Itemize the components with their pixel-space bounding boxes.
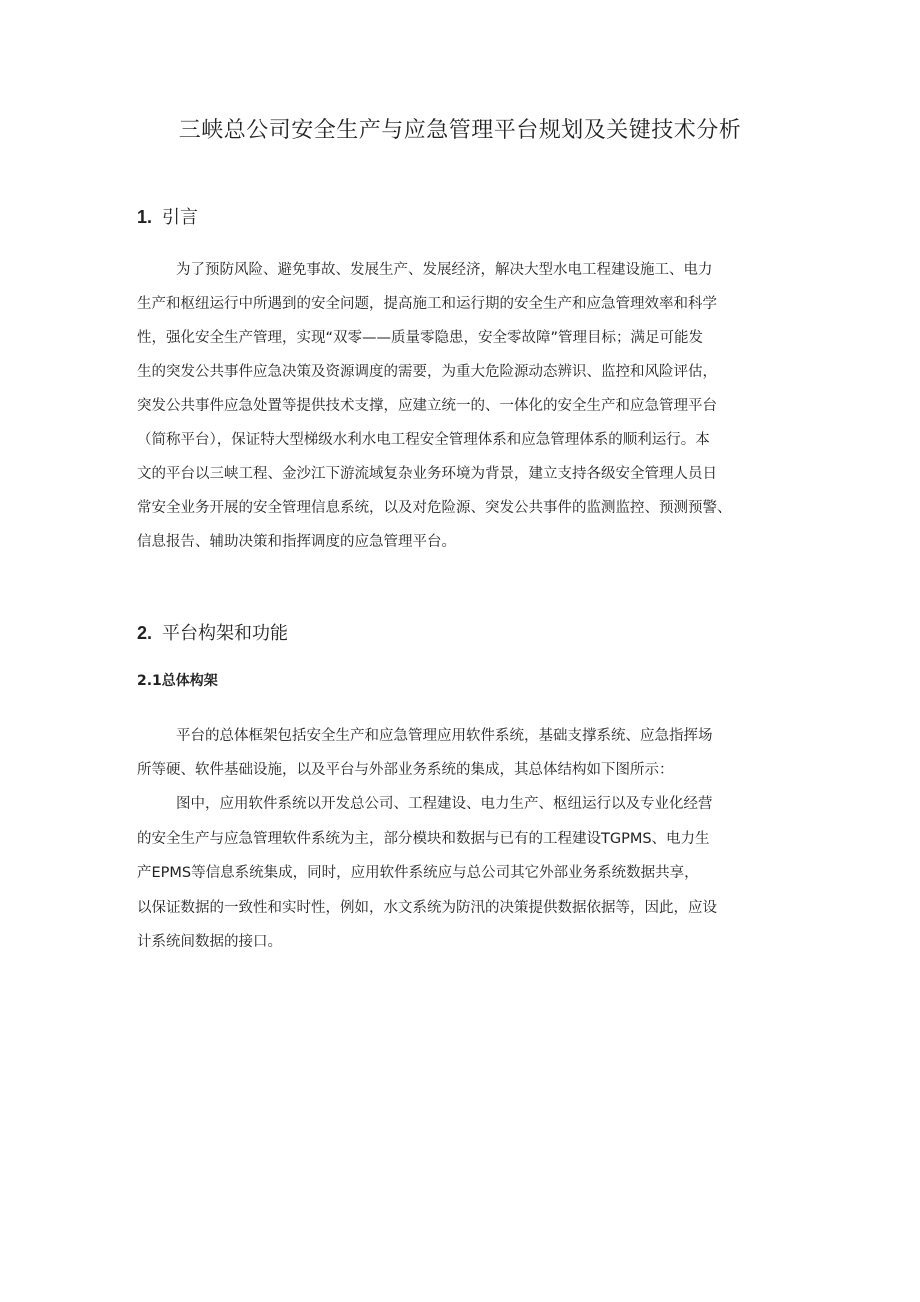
paragraph-line: 的安全生产与应急管理软件系统为主，部分模块和数据与已有的工程建设TGPMS、电力生: [137, 831, 710, 847]
section-2-title: 平台构架和功能: [162, 623, 289, 644]
paragraph-line: 生产和枢纽运行中所遇到的安全问题，提高施工和运行期的安全生产和应急管理效率和科学: [137, 296, 717, 312]
section-2-heading: [137, 619, 288, 645]
paragraph-line: 常安全业务开展的安全管理信息系统，以及对危险源、突发公共事件的监测监控、预测预警、: [137, 500, 732, 516]
section-2-number: 2.: [137, 623, 153, 643]
paragraph-line: 产EPMS等信息系统集成，同时，应用软件系统应与总公司其它外部业务系统数据共享，: [137, 865, 699, 881]
section-1-heading: [137, 203, 198, 229]
paragraph-line: 生的突发公共事件应急决策及资源调度的需要，为重大危险源动态辨识、监控和风险评估，: [137, 364, 717, 380]
section-1-title: 引言: [162, 207, 199, 228]
document-title: 三峡总公司安全生产与应急管理平台规划及关键技术分析: [178, 118, 742, 143]
paragraph-line: 性，强化安全生产管理，实现“双零——质量零隐患，安全零故障”管理目标；满足可能发: [137, 330, 704, 346]
subsection-2-1-heading: 2.1总体构架: [137, 673, 218, 689]
paragraph-line: 信息报告、辅助决策和指挥调度的应急管理平台。: [137, 534, 456, 550]
paragraph-line: 平台的总体框架包括安全生产和应急管理应用软件系统，基础支撑系统、应急指挥场: [176, 728, 713, 744]
paragraph-line: 为了预防风险、避免事故、发展生产、发展经济，解决大型水电工程建设施工、电力: [176, 262, 713, 278]
paragraph-line: 以保证数据的一致性和实时性，例如，水文系统为防汛的决策提供数据依据等，因此，应设: [137, 900, 717, 916]
paragraph-line: （简称平台），保证特大型梯级水利水电工程安全管理体系和应急管理体系的顺利运行。本: [137, 432, 710, 448]
paragraph-line: 突发公共事件应急处置等提供技术支撑，应建立统一的、一体化的安全生产和应急管理平台: [137, 398, 717, 414]
paragraph-line: 所等硬、软件基础设施，以及平台与外部业务系统的集成，其总体结构如下图所示：: [137, 762, 674, 778]
paragraph-line: 计系统间数据的接口。: [137, 934, 282, 950]
section-1-number: 1.: [137, 207, 153, 227]
paragraph-line: 图中，应用软件系统以开发总公司、工程建设、电力生产、枢纽运行以及专业化经营: [176, 796, 713, 812]
paragraph-line: 文的平台以三峡工程、金沙江下游流域复杂业务环境为背景，建立支持各级安全管理人员日: [137, 466, 717, 482]
